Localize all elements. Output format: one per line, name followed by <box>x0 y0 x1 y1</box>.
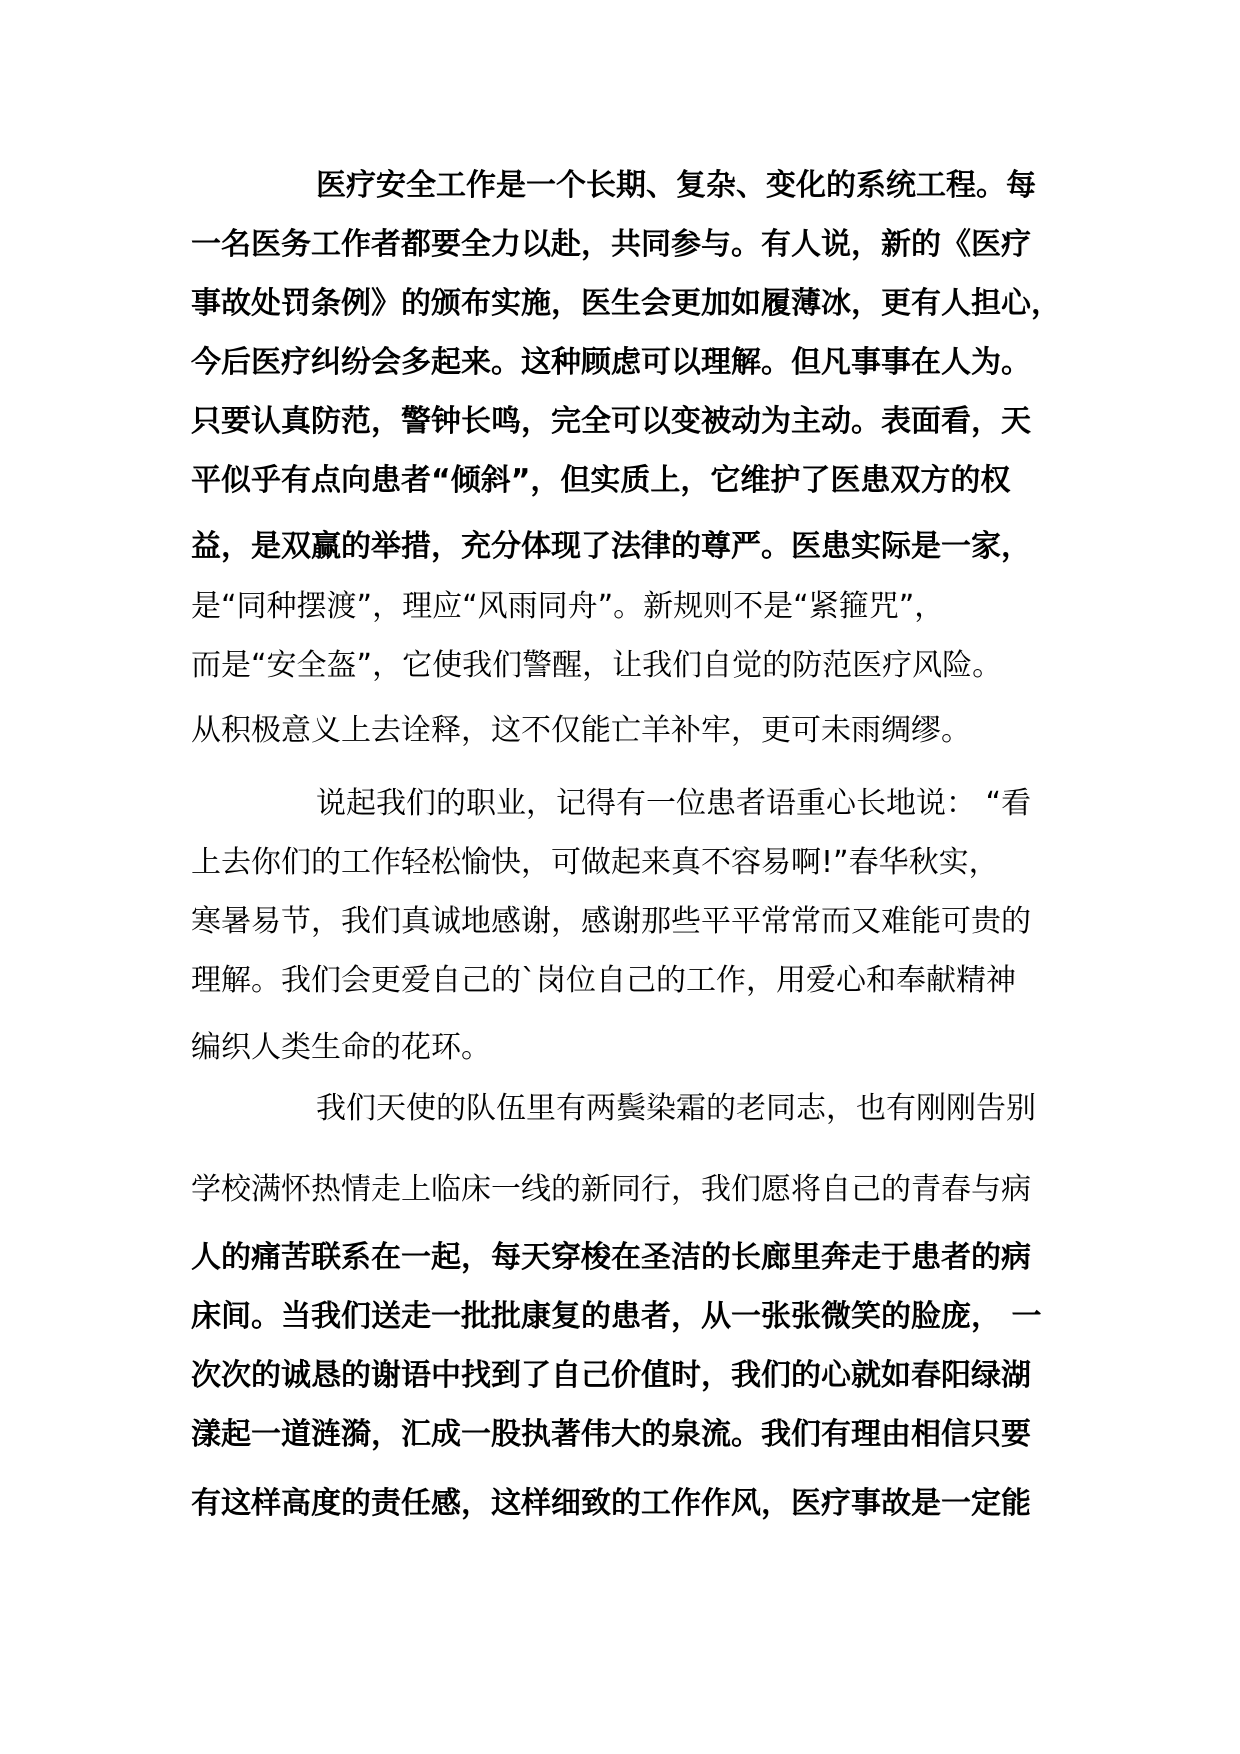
paragraph-2-line-3: 寒暑易节，我们真诚地感谢，感谢那些平平常常而又难能可贵的 <box>191 904 1031 939</box>
paragraph-2-line-2: 上去你们的工作轻松愉快，可做起来真不容易啊!”春华秋实， <box>191 845 999 880</box>
paragraph-2-line-5: 编织人类生命的花环。 <box>191 1030 491 1065</box>
paragraph-3-line-6: 漾起一道涟漪，汇成一股执著伟大的泉流。我们有理由相信只要 <box>191 1417 1031 1452</box>
paragraph-2-line-1: 说起我们的职业，记得有一位患者语重心长地说： “看 <box>316 786 1032 821</box>
paragraph-1-line-7: 益，是双赢的举措，充分体现了法律的尊严。医患实际是一家， <box>191 529 1031 564</box>
paragraph-3-line-1: 我们天使的队伍里有两鬓染霜的老同志，也有刚刚告别 <box>316 1091 1036 1126</box>
paragraph-2-line-4: 理解。我们会更爱自己的`岗位自己的工作，用爱心和奉献精神 <box>191 963 1016 998</box>
paragraph-1-line-3: 事故处罚条例》的颁布实施，医生会更加如履薄冰，更有人担心， <box>191 286 1061 321</box>
paragraph-1-line-6: 平似乎有点向患者“倾斜”，但实质上，它维护了医患双方的权 <box>191 463 1011 498</box>
paragraph-3-line-7: 有这样高度的责任感，这样细致的工作作风，医疗事故是一定能 <box>191 1486 1031 1521</box>
paragraph-1-line-9: 而是“安全盔”，它使我们警醒，让我们自觉的防范医疗风险。 <box>191 648 1003 683</box>
paragraph-1-line-8: 是“同种摆渡”，理应“风雨同舟”。新规则不是“紧箍咒”， <box>191 589 945 624</box>
paragraph-3-line-5: 次次的诚恳的谢语中找到了自己价值时，我们的心就如春阳绿湖 <box>191 1358 1031 1393</box>
paragraph-1-line-10: 从积极意义上去诠释，这不仅能亡羊补牢，更可未雨绸缪。 <box>191 713 971 748</box>
paragraph-3-line-2: 学校满怀热情走上临床一线的新同行，我们愿将自己的青春与病 <box>191 1172 1031 1207</box>
paragraph-3-line-3: 人的痛苦联系在一起，每天穿梭在圣洁的长廊里奔走于患者的病 <box>191 1240 1031 1275</box>
paragraph-1-line-1: 医疗安全工作是一个长期、复杂、变化的系统工程。每 <box>316 168 1036 203</box>
paragraph-1-line-4: 今后医疗纠纷会多起来。这种顾虑可以理解。但凡事事在人为。 <box>191 345 1031 380</box>
paragraph-1-line-5: 只要认真防范，警钟长鸣，完全可以变被动为主动。表面看，天 <box>191 404 1031 439</box>
paragraph-1-line-2: 一名医务工作者都要全力以赴，共同参与。有人说，新的《医疗 <box>191 227 1031 262</box>
paragraph-3-line-4: 床间。当我们送走一批批康复的患者，从一张张微笑的脸庞， 一 <box>191 1299 1042 1334</box>
